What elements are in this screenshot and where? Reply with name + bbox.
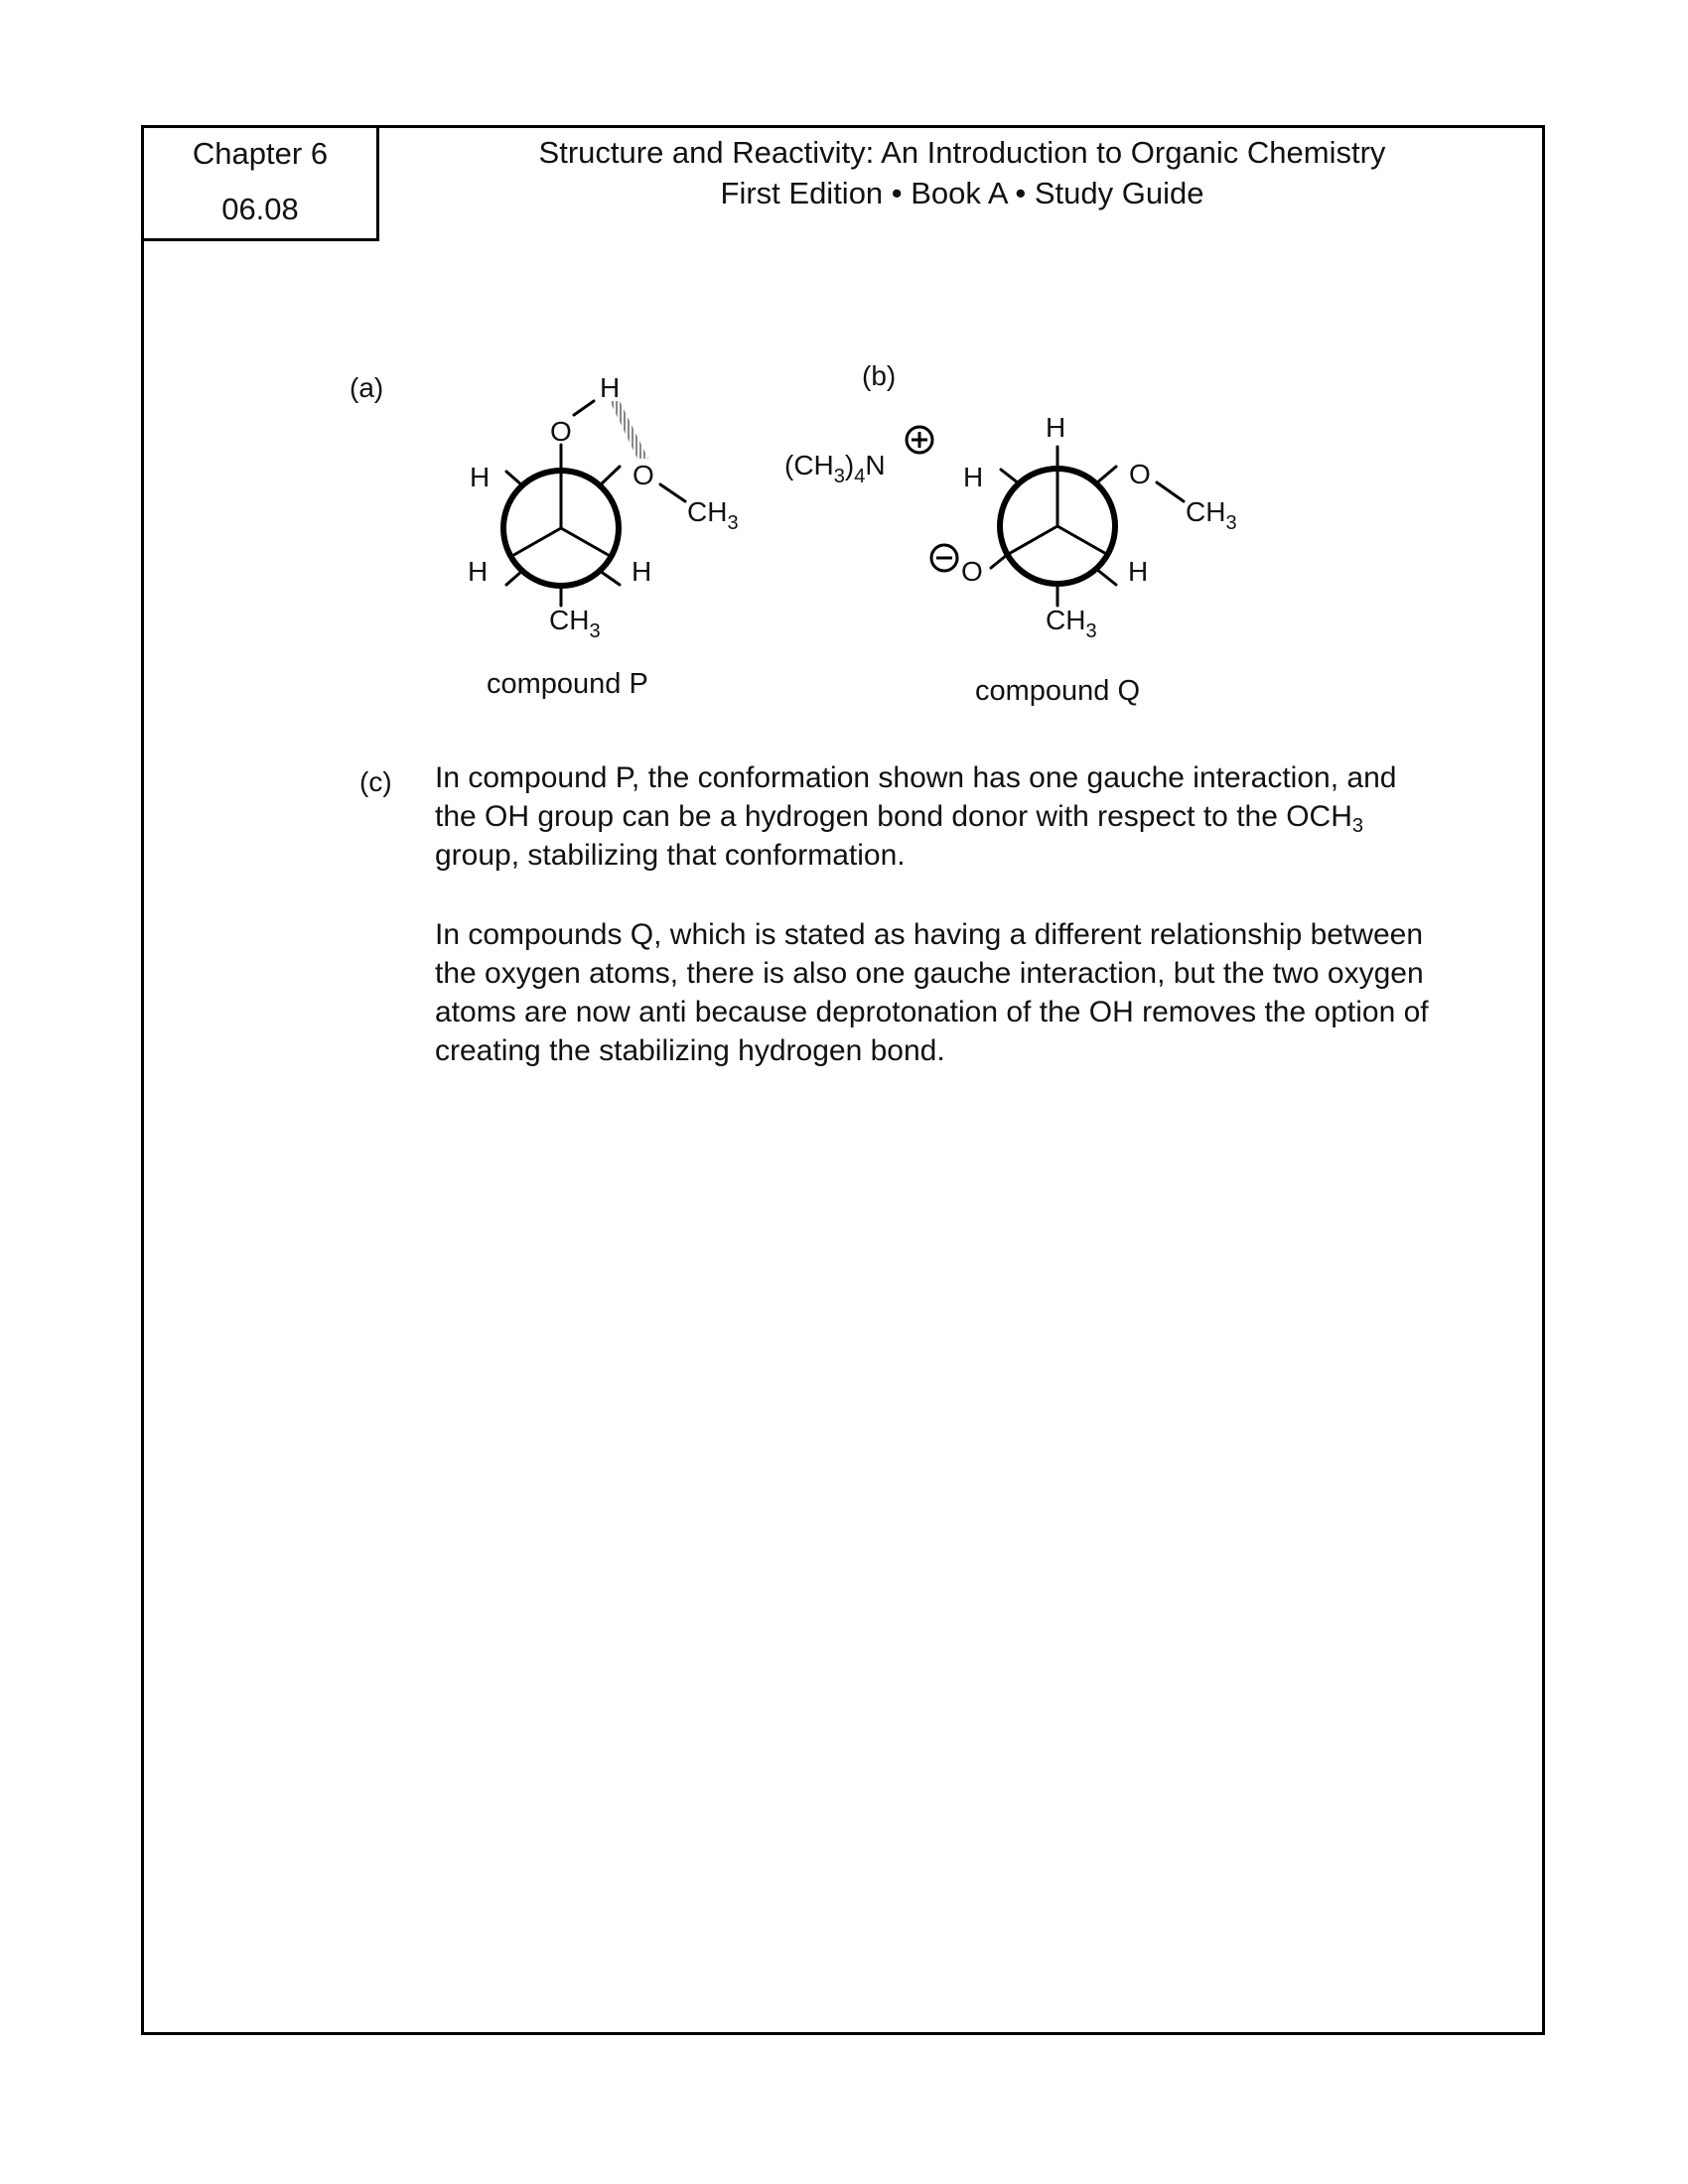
q-methyl-right: $CH_3$: [1186, 496, 1237, 534]
q-methyl-bottom: $CH_3$: [1046, 605, 1097, 642]
q-h-top: H: [1046, 412, 1066, 443]
hydrogen-bond-hash: [610, 401, 648, 459]
part-b-label: (b): [862, 360, 897, 391]
p-hydroxyl-o: O: [550, 416, 572, 447]
answer-paragraph-1: In compound P, the conformation shown has one gauche interaction, and the OH group can be a hydrogen bond donor with respect to the $OCH_3$ group, stabilizing that conformation.: [435, 761, 1397, 872]
p-h-left-top: H: [470, 462, 491, 492]
answer-paragraph-2: In compounds Q, which is stated as having a different relationship between the oxygen atoms, there is also one gauche interaction, but the two oxygen atoms are now anti because deprotonation of the OH removes the option of creating the stabilizing hydrogen bond.: [435, 918, 1429, 1067]
compound-q-caption: compound Q: [975, 675, 1141, 707]
q-h-left: H: [963, 462, 984, 492]
p-ether-o: O: [633, 460, 654, 490]
chapter-label: Chapter 6: [192, 136, 329, 171]
q-h-right-bottom: H: [1128, 556, 1149, 587]
section-number: 06.08: [221, 192, 299, 226]
part-a-label: (a): [350, 372, 384, 403]
q-oxide-o: O: [961, 556, 983, 587]
positive-charge-icon: [907, 427, 932, 453]
compound-p-caption: compound P: [487, 668, 648, 700]
book-title-line1: Structure and Reactivity: An Introduction to Organic Chemistry: [538, 135, 1386, 170]
q-counterion: $(CH_3)_4N$: [784, 450, 886, 487]
book-title-line2: First Edition • Book A • Study Guide: [720, 176, 1204, 210]
p-h-right-bottom: H: [632, 556, 652, 587]
compound-q: [991, 447, 1184, 606]
p-methyl-bottom: $CH_3$: [549, 605, 601, 642]
compound-p: [503, 401, 685, 606]
negative-charge-icon: [931, 545, 957, 571]
part-c-label: (c): [359, 766, 392, 797]
p-methyl-right: $CH_3$: [687, 496, 739, 534]
p-h-left-bottom: H: [468, 556, 489, 587]
q-ether-o: O: [1129, 459, 1151, 489]
p-hydroxyl-h: H: [600, 372, 621, 403]
